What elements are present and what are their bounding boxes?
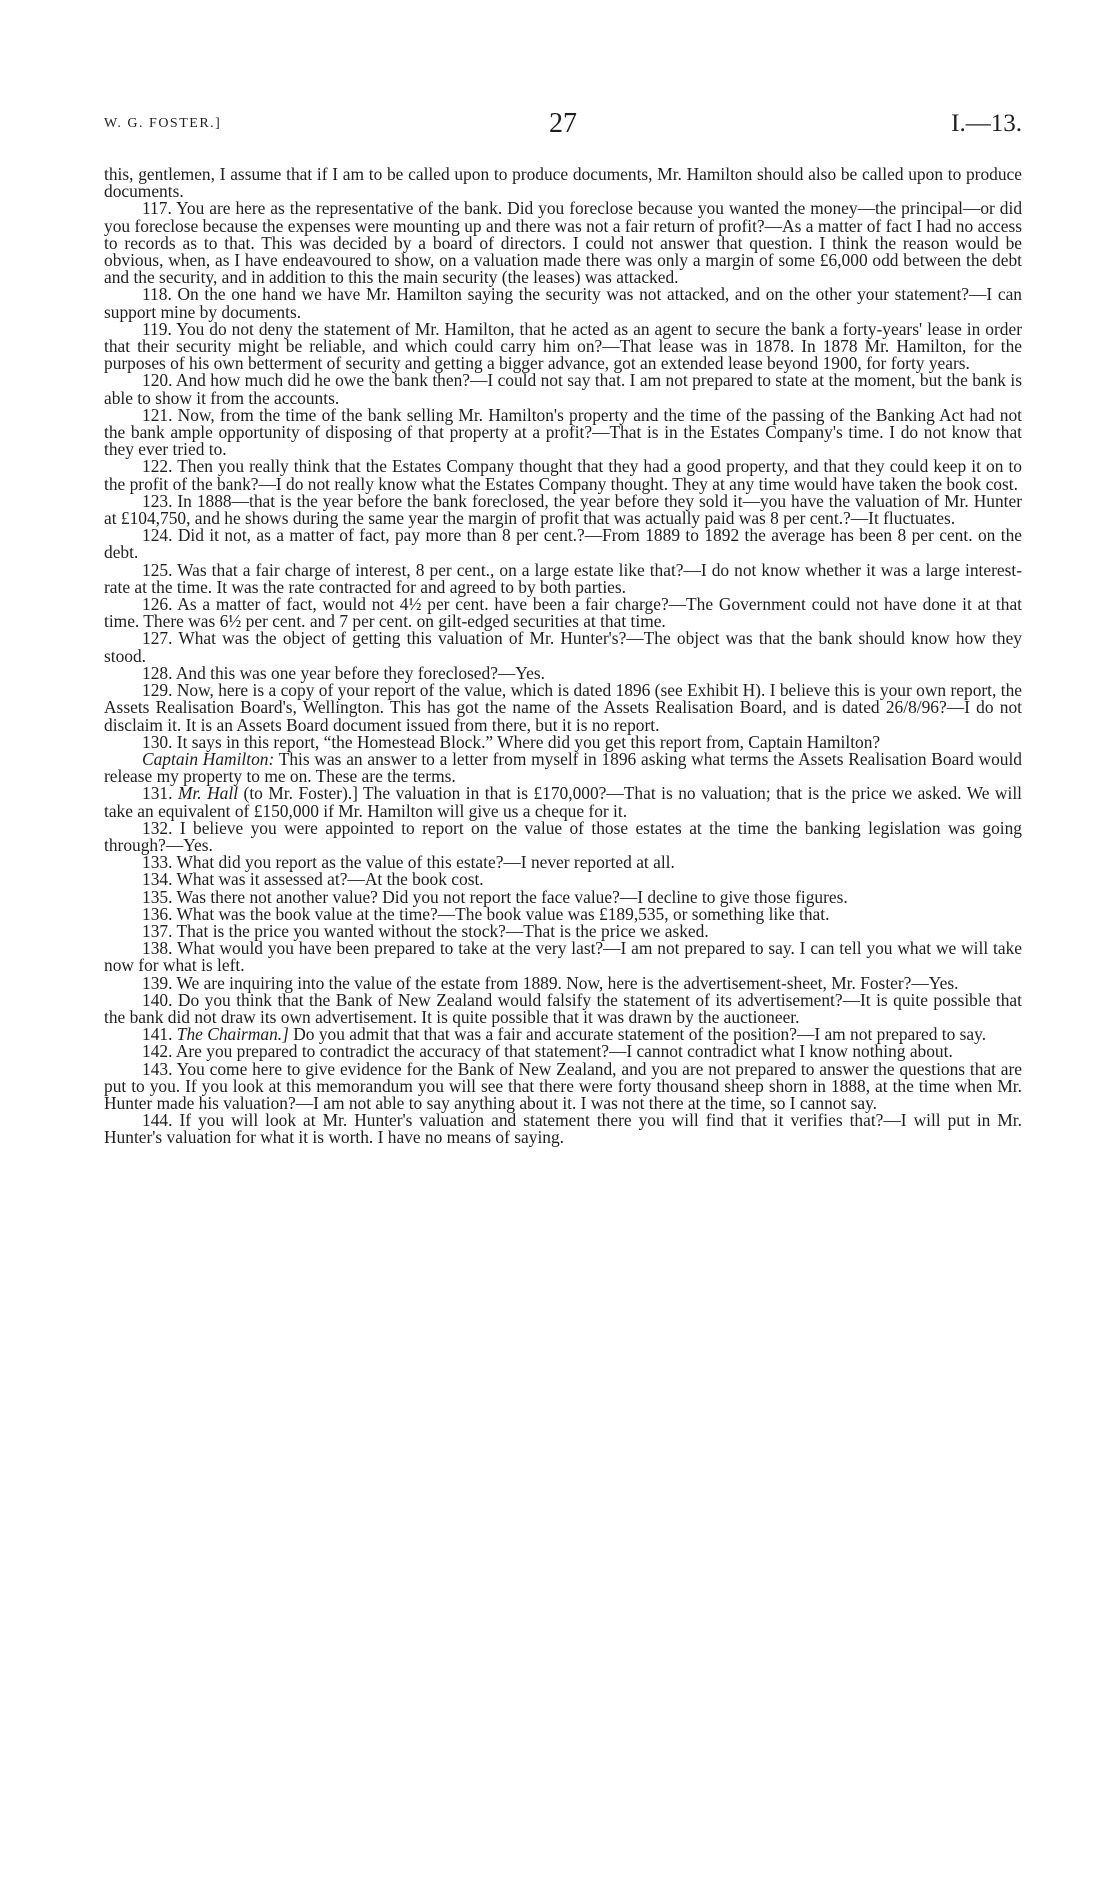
testimony-paragraph bbox=[104, 1058, 1022, 1113]
paragraph-text: What was it assessed at?—At the book cost. bbox=[176, 869, 484, 890]
question-number: 138. bbox=[142, 938, 173, 959]
paragraph-text: As a matter of fact, would not 4½ per cent. have been a fair charge?—The Government could not have done it at that time. There was 6½ per cent. and 7 per cent. on gilt-edged securities at that time. bbox=[104, 594, 1023, 632]
testimony-paragraph bbox=[104, 817, 1022, 855]
question-number: 144. bbox=[142, 1110, 173, 1131]
testimony-paragraph bbox=[104, 372, 1022, 406]
question-number: 122. bbox=[142, 456, 173, 477]
paragraph-text: What was the object of getting this valuation of Mr. Hunter's?—The object was that the bank should know how they stood. bbox=[104, 628, 1022, 666]
question-number: 120. bbox=[142, 370, 173, 391]
document-body bbox=[104, 166, 1022, 1147]
speaker-label: The Chairman.] bbox=[176, 1024, 289, 1045]
paragraph-text: Was that a fair charge of interest, 8 per cent., on a large estate like that?—I do not know whether it was a large interest-rate at the time. It was the rate contracted for and agreed to by both parties. bbox=[104, 559, 1022, 597]
paragraph-text: Was there not another value? Did you not report the face value?—I decline to give those figures. bbox=[176, 886, 848, 907]
speaker-label: Mr. Hall bbox=[177, 783, 239, 804]
question-number: 126. bbox=[142, 594, 173, 615]
paragraph-text: What was the book value at the time?—The book value was £189,535, or something like that. bbox=[176, 903, 830, 924]
paragraph-text: And this was one year before they foreclosed?—Yes. bbox=[175, 662, 545, 683]
paragraph-text: And how much did he owe the bank then?—I could not say that. I am not prepared to state at the moment, but the bank is able to show it from the accounts. bbox=[104, 370, 1023, 408]
question-number: 133. bbox=[142, 852, 173, 873]
paragraph-text: What did you report as the value of this estate?—I never reported at all. bbox=[176, 852, 675, 873]
paragraph-text: That is the price you wanted without the stock?—That is the price we asked. bbox=[176, 920, 709, 941]
question-number: 142. bbox=[142, 1041, 173, 1062]
paragraph-text: Do you think that the Bank of New Zealand would falsify the statement of its advertisement?—It is quite possible that the bank did not draw its own advertisement. It is quite possible that it was drawn by the auctioneer. bbox=[104, 989, 1022, 1027]
question-number: 131. bbox=[142, 783, 173, 804]
paragraph-text: (to Mr. Foster).] The valuation in that is £170,000?—That is no valuation; that is the price we asked. We will take an equivalent of £150,000 if Mr. Hamilton will give us a cheque for it. bbox=[104, 783, 1022, 821]
paragraph-text: You are here as the representative of the bank. Did you foreclose because you wanted the money—the principal—or did you foreclose because the expenses were mounting up and there was not a fair return of profit?—As a matter of fact I had no access to records as to that. This was decided by a board of directors. I could not answer that question. I think the reason would be obvious, when, as I have endeavoured to show, on a valuation made there was only a margin of some £6,000 odd between the debt and the security, and in addition to this the main security (the leases) was attacked. bbox=[104, 198, 1023, 288]
question-number: 134. bbox=[142, 869, 173, 890]
question-number: 135. bbox=[142, 886, 173, 907]
question-number: 125. bbox=[142, 559, 173, 580]
testimony-paragraph bbox=[104, 630, 1022, 664]
paragraph-text: Now, from the time of the bank selling Mr. Hamilton's property and the time of the passing of the Banking Act had not the bank ample opportunity of disposing of that property at a profit?—That is in the Estates Company's time. I do not know that they ever tried to. bbox=[104, 404, 1022, 460]
paragraph-text: In 1888—that is the year before the bank foreclosed, the year before they sold it—you have the valuation of Mr. Hunter at £104,750, and he shows during the same year the margin of profit that was actually paid was 8 per cent.?—It fluctuates. bbox=[104, 490, 1022, 529]
paragraph-text: Do you admit that that was a fair and accurate statement of the position?—I am not prepared to say. bbox=[293, 1024, 987, 1045]
paragraph-text: You come here to give evidence for the Bank of New Zealand, and you are not prepared to answer the questions that are put to you. If you look at this memorandum you will see that there were forty thousand sheep shorn in 1888, at the time when Mr. Hunter made his valuation?—I am not able to say anything about it. I was not there at the time, so I cannot say. bbox=[104, 1058, 1022, 1113]
question-number: 132. bbox=[142, 817, 173, 838]
question-number: 124. bbox=[142, 525, 173, 546]
question-number: 140. bbox=[142, 989, 173, 1010]
testimony-paragraph bbox=[104, 527, 1022, 561]
testimony-paragraph bbox=[104, 1112, 1022, 1146]
question-number: 139. bbox=[142, 972, 173, 993]
paragraph-text: On the one hand we have Mr. Hamilton saying the security was not attacked, and on the other your statement?—I can support mine by documents. bbox=[104, 284, 1022, 322]
question-number: 136. bbox=[142, 903, 173, 924]
question-number: 137. bbox=[142, 920, 173, 941]
testimony-paragraph bbox=[104, 682, 1022, 734]
question-number: 123. bbox=[142, 490, 173, 511]
paragraph-text: Are you prepared to contradict the accuracy of that statement?—I cannot contradict what I know nothing about. bbox=[175, 1041, 953, 1062]
question-number: 130. bbox=[142, 731, 173, 752]
testimony-paragraph bbox=[104, 286, 1022, 320]
header-witness-name: W. G. FOSTER.] bbox=[104, 116, 222, 131]
paragraph-text: Then you really think that the Estates Company thought that they had a good property, and that they could keep it on to the profit of the bank?—I do not really know what the Estates Company thought. They at any time would have taken the book cost. bbox=[104, 456, 1022, 494]
question-number: 119. bbox=[142, 318, 172, 339]
paragraph-text: This was an answer to a letter from myself in 1896 asking what terms the Assets Realisation Board would release my property to me on. These are the terms. bbox=[104, 748, 1022, 787]
testimony-paragraph bbox=[104, 989, 1022, 1027]
testimony-paragraph bbox=[104, 404, 1022, 460]
testimony-paragraph bbox=[104, 940, 1022, 974]
document-reference: I.—13. bbox=[951, 110, 1022, 137]
testimony-paragraph bbox=[104, 200, 1022, 286]
testimony-paragraph bbox=[104, 458, 1022, 492]
paragraph-text: Did it not, as a matter of fact, pay more than 8 per cent.?—From 1889 to 1892 the average has been 8 per cent. on the debt. bbox=[104, 525, 1022, 563]
question-number: 117. bbox=[142, 198, 172, 219]
paragraph-text: You do not deny the statement of Mr. Hamilton, that he acted as an agent to secure the bank a forty-years' lease in order that their security might be reliable, and which could carry him on?—That lease was in 1878. In 1878 Mr. Hamilton, for the purposes of his own betterment of security and getting a bigger advance, got an extended lease beyond 1900, for forty years. bbox=[104, 318, 1022, 374]
paragraph-text: I believe you were appointed to report on the value of those estates at the time the banking legislation was going through?—Yes. bbox=[104, 817, 1022, 855]
page-number: 27 bbox=[549, 108, 577, 139]
testimony-paragraph bbox=[104, 490, 1022, 529]
paragraph-text: If you will look at Mr. Hunter's valuation and statement there you will find that it verifies that?—I will put in Mr. Hunter's valuation for what it is worth. I have no means of saying. bbox=[104, 1110, 1022, 1148]
question-number: 128. bbox=[142, 662, 173, 683]
paragraph-text: We are inquiring into the value of the estate from 1889. Now, here is the advertisement-sheet, Mr. Foster?—Yes. bbox=[176, 972, 959, 993]
paragraph-text: Now, here is a copy of your report of the value, which is dated 1896 (see Exhibit H). I believe this is your own report, the Assets Realisation Board's, Wellington. This has got the name of the Assets Realisation Board, and is dated 26/8/96?—I do not disclaim it. It is an Assets Board document issued from there, but it is no report. bbox=[104, 680, 1022, 735]
paragraph-text: It says in this report, “the Homestead Block.” Where did you get this report from, Captain Hamilton? bbox=[176, 731, 881, 752]
question-number: 141. bbox=[142, 1024, 173, 1045]
testimony-paragraph bbox=[104, 785, 1022, 819]
page-header bbox=[104, 108, 1022, 140]
speaker-label: Captain Hamilton: bbox=[142, 748, 275, 769]
testimony-paragraph bbox=[104, 318, 1022, 374]
question-number: 127. bbox=[142, 628, 173, 649]
paragraph-text: this, gentlemen, I assume that if I am to be called upon to produce documents, Mr. Hamilton should also be called upon to produce documents. bbox=[104, 164, 1022, 202]
testimony-paragraph bbox=[104, 748, 1022, 787]
question-number: 143. bbox=[142, 1058, 173, 1079]
question-number: 129. bbox=[142, 680, 173, 701]
continued-paragraph bbox=[104, 166, 1022, 200]
paragraph-text: What would you have been prepared to take at the very last?—I am not prepared to say. I can tell you what we will take now for what is left. bbox=[104, 938, 1022, 976]
testimony-paragraph bbox=[104, 559, 1022, 597]
testimony-paragraph bbox=[104, 596, 1022, 630]
question-number: 121. bbox=[142, 404, 173, 425]
question-number: 118. bbox=[142, 284, 172, 305]
